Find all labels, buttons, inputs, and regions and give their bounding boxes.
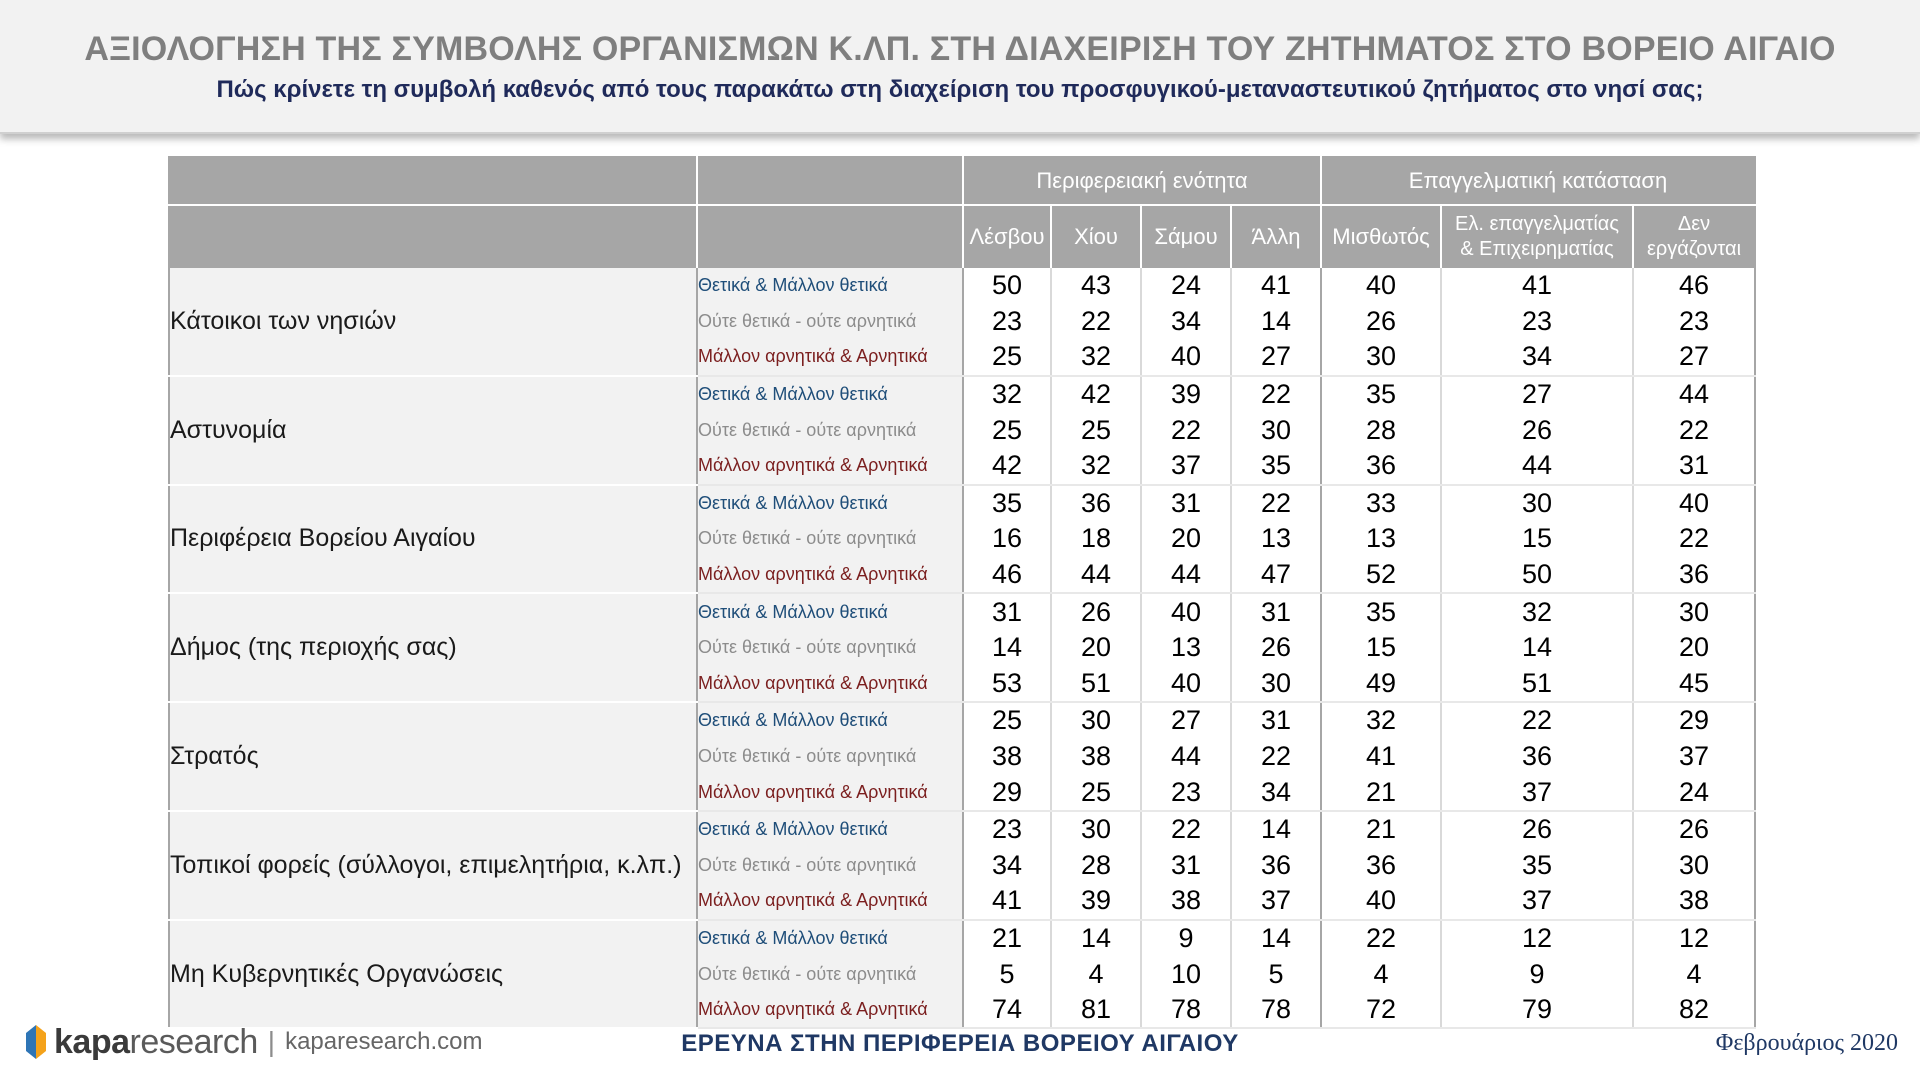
response-label: Μάλλον αρνητικά & Αρνητικά bbox=[697, 557, 963, 594]
value-cell: 28 bbox=[1051, 848, 1141, 884]
value-cell: 31 bbox=[1231, 702, 1321, 739]
column-header-line: & Επιχειρηματίας bbox=[1460, 238, 1614, 260]
value-cell: 37 bbox=[1231, 883, 1321, 920]
value-cell: 41 bbox=[1231, 268, 1321, 304]
table-row bbox=[169, 376, 1755, 413]
column-header bbox=[1441, 205, 1633, 268]
value-cell: 37 bbox=[1633, 739, 1755, 775]
value-cell: 32 bbox=[1321, 702, 1441, 739]
value-cell: 37 bbox=[1141, 448, 1231, 485]
entity-name: Μη Κυβερνητικές Οργανώσεις bbox=[169, 920, 697, 1029]
value-cell: 81 bbox=[1051, 992, 1141, 1029]
value-cell: 40 bbox=[1141, 593, 1231, 630]
value-cell: 25 bbox=[963, 339, 1051, 376]
table-row bbox=[169, 485, 1755, 522]
value-cell: 35 bbox=[963, 485, 1051, 522]
value-cell: 13 bbox=[1231, 521, 1321, 557]
column-header: Σάμου bbox=[1141, 205, 1231, 268]
response-label: Ούτε θετικά - ούτε αρνητικά bbox=[697, 630, 963, 666]
value-cell: 34 bbox=[1141, 304, 1231, 340]
header-blank-cell bbox=[697, 157, 963, 205]
value-cell: 41 bbox=[963, 883, 1051, 920]
value-cell: 20 bbox=[1633, 630, 1755, 666]
value-cell: 27 bbox=[1441, 376, 1633, 413]
value-cell: 14 bbox=[1231, 304, 1321, 340]
value-cell: 40 bbox=[1633, 485, 1755, 522]
value-cell: 4 bbox=[1051, 956, 1141, 992]
footer-date: Φεβρουάριος 2020 bbox=[1715, 1030, 1898, 1056]
page-subtitle: Πώς κρίνετε τη συμβολή καθενός από τους παρακάτω στη διαχείριση του προσφυγικού-μεταναστευτικού ζητήματος στο νησί σας; bbox=[216, 76, 1704, 103]
value-cell: 26 bbox=[1321, 304, 1441, 340]
value-cell: 40 bbox=[1321, 268, 1441, 304]
response-label: Ούτε θετικά - ούτε αρνητικά bbox=[697, 739, 963, 775]
value-cell: 20 bbox=[1141, 521, 1231, 557]
value-cell: 27 bbox=[1231, 339, 1321, 376]
value-cell: 35 bbox=[1441, 848, 1633, 884]
response-label: Θετικά & Μάλλον θετικά bbox=[697, 593, 963, 630]
response-label: Θετικά & Μάλλον θετικά bbox=[697, 811, 963, 848]
value-cell: 32 bbox=[1441, 593, 1633, 630]
value-cell: 36 bbox=[1321, 848, 1441, 884]
value-cell: 32 bbox=[963, 376, 1051, 413]
page-title: ΑΞΙΟΛΟΓΗΣΗ ΤΗΣ ΣΥΜΒΟΛΗΣ ΟΡΓΑΝΙΣΜΩΝ Κ.ΛΠ. ΣΤΗ ΔΙΑΧΕΙΡΙΣΗ ΤΟΥ ΖΗΤΗΜΑΤΟΣ ΣΤΟ ΒΟΡΕΙΟ ΑΙΓΑΙΟ bbox=[84, 30, 1836, 68]
value-cell: 51 bbox=[1051, 666, 1141, 703]
value-cell: 25 bbox=[963, 702, 1051, 739]
table-row bbox=[169, 593, 1755, 630]
value-cell: 82 bbox=[1633, 992, 1755, 1029]
value-cell: 30 bbox=[1231, 412, 1321, 448]
value-cell: 24 bbox=[1141, 268, 1231, 304]
group-header-row bbox=[169, 157, 1755, 205]
value-cell: 46 bbox=[1633, 268, 1755, 304]
response-label: Μάλλον αρνητικά & Αρνητικά bbox=[697, 666, 963, 703]
column-header: Άλλη bbox=[1231, 205, 1321, 268]
entity-name: Αστυνομία bbox=[169, 376, 697, 485]
value-cell: 23 bbox=[1141, 774, 1231, 811]
value-cell: 42 bbox=[963, 448, 1051, 485]
value-cell: 53 bbox=[963, 666, 1051, 703]
value-cell: 32 bbox=[1051, 339, 1141, 376]
value-cell: 26 bbox=[1231, 630, 1321, 666]
value-cell: 47 bbox=[1231, 557, 1321, 594]
value-cell: 26 bbox=[1441, 412, 1633, 448]
response-label: Θετικά & Μάλλον θετικά bbox=[697, 920, 963, 957]
value-cell: 50 bbox=[1441, 557, 1633, 594]
value-cell: 45 bbox=[1633, 666, 1755, 703]
value-cell: 30 bbox=[1051, 702, 1141, 739]
column-header-line: Δεν bbox=[1677, 213, 1711, 235]
value-cell: 22 bbox=[1441, 702, 1633, 739]
response-label: Θετικά & Μάλλον θετικά bbox=[697, 268, 963, 304]
value-cell: 27 bbox=[1141, 702, 1231, 739]
response-label: Μάλλον αρνητικά & Αρνητικά bbox=[697, 774, 963, 811]
value-cell: 39 bbox=[1051, 883, 1141, 920]
value-cell: 25 bbox=[1051, 774, 1141, 811]
value-cell: 40 bbox=[1141, 339, 1231, 376]
response-label: Μάλλον αρνητικά & Αρνητικά bbox=[697, 339, 963, 376]
value-cell: 26 bbox=[1441, 811, 1633, 848]
value-cell: 43 bbox=[1051, 268, 1141, 304]
group-header-region: Περιφερειακή ενότητα bbox=[963, 157, 1321, 205]
entity-name: Κάτοικοι των νησιών bbox=[169, 268, 697, 376]
value-cell: 36 bbox=[1051, 485, 1141, 522]
value-cell: 30 bbox=[1231, 666, 1321, 703]
entity-name: Περιφέρεια Βορείου Αιγαίου bbox=[169, 485, 697, 594]
value-cell: 40 bbox=[1321, 883, 1441, 920]
value-cell: 40 bbox=[1141, 666, 1231, 703]
table-row bbox=[169, 920, 1755, 957]
value-cell: 14 bbox=[1231, 920, 1321, 957]
value-cell: 39 bbox=[1141, 376, 1231, 413]
value-cell: 30 bbox=[1633, 848, 1755, 884]
value-cell: 15 bbox=[1441, 521, 1633, 557]
value-cell: 49 bbox=[1321, 666, 1441, 703]
value-cell: 50 bbox=[963, 268, 1051, 304]
value-cell: 13 bbox=[1321, 521, 1441, 557]
value-cell: 30 bbox=[1441, 485, 1633, 522]
header-band bbox=[0, 0, 1920, 134]
value-cell: 34 bbox=[1231, 774, 1321, 811]
value-cell: 18 bbox=[1051, 521, 1141, 557]
header-blank-cell bbox=[697, 205, 963, 268]
value-cell: 78 bbox=[1231, 992, 1321, 1029]
response-label: Μάλλον αρνητικά & Αρνητικά bbox=[697, 992, 963, 1029]
value-cell: 38 bbox=[1141, 883, 1231, 920]
response-label: Ούτε θετικά - ούτε αρνητικά bbox=[697, 956, 963, 992]
column-header-line: εργάζονται bbox=[1646, 238, 1742, 260]
value-cell: 30 bbox=[1633, 593, 1755, 630]
value-cell: 31 bbox=[963, 593, 1051, 630]
value-cell: 72 bbox=[1321, 992, 1441, 1029]
value-cell: 31 bbox=[1633, 448, 1755, 485]
response-label: Μάλλον αρνητικά & Αρνητικά bbox=[697, 883, 963, 920]
value-cell: 21 bbox=[963, 920, 1051, 957]
value-cell: 30 bbox=[1321, 339, 1441, 376]
value-cell: 41 bbox=[1321, 739, 1441, 775]
value-cell: 44 bbox=[1141, 739, 1231, 775]
value-cell: 22 bbox=[1051, 304, 1141, 340]
value-cell: 52 bbox=[1321, 557, 1441, 594]
group-header-occupation: Επαγγελματική κατάσταση bbox=[1321, 157, 1755, 205]
brand-separator: | bbox=[267, 1026, 276, 1057]
response-label: Ούτε θετικά - ούτε αρνητικά bbox=[697, 412, 963, 448]
results-table bbox=[168, 156, 1756, 1029]
column-header-line: Ελ. επαγγελματίας bbox=[1455, 213, 1620, 235]
column-header-row bbox=[169, 205, 1755, 268]
value-cell: 38 bbox=[963, 739, 1051, 775]
value-cell: 33 bbox=[1321, 485, 1441, 522]
value-cell: 23 bbox=[963, 304, 1051, 340]
entity-name: Στρατός bbox=[169, 702, 697, 811]
value-cell: 23 bbox=[1441, 304, 1633, 340]
value-cell: 26 bbox=[1051, 593, 1141, 630]
response-label: Θετικά & Μάλλον θετικά bbox=[697, 376, 963, 413]
value-cell: 51 bbox=[1441, 666, 1633, 703]
value-cell: 22 bbox=[1231, 739, 1321, 775]
value-cell: 10 bbox=[1141, 956, 1231, 992]
entity-name: Δήμος (της περιοχής σας) bbox=[169, 593, 697, 702]
value-cell: 44 bbox=[1441, 448, 1633, 485]
value-cell: 46 bbox=[963, 557, 1051, 594]
value-cell: 12 bbox=[1441, 920, 1633, 957]
value-cell: 37 bbox=[1441, 883, 1633, 920]
value-cell: 31 bbox=[1141, 848, 1231, 884]
value-cell: 22 bbox=[1633, 412, 1755, 448]
column-header: Μισθωτός bbox=[1321, 205, 1441, 268]
value-cell: 35 bbox=[1321, 376, 1441, 413]
table-row bbox=[169, 702, 1755, 739]
value-cell: 21 bbox=[1321, 811, 1441, 848]
value-cell: 30 bbox=[1051, 811, 1141, 848]
table-body bbox=[169, 268, 1755, 1028]
header-blank-cell bbox=[169, 157, 697, 205]
value-cell: 35 bbox=[1231, 448, 1321, 485]
value-cell: 79 bbox=[1441, 992, 1633, 1029]
value-cell: 12 bbox=[1633, 920, 1755, 957]
value-cell: 22 bbox=[1633, 521, 1755, 557]
value-cell: 9 bbox=[1141, 920, 1231, 957]
header-blank-cell bbox=[169, 205, 697, 268]
value-cell: 5 bbox=[963, 956, 1051, 992]
value-cell: 38 bbox=[1051, 739, 1141, 775]
value-cell: 34 bbox=[1441, 339, 1633, 376]
value-cell: 29 bbox=[1633, 702, 1755, 739]
value-cell: 31 bbox=[1141, 485, 1231, 522]
value-cell: 14 bbox=[1051, 920, 1141, 957]
value-cell: 78 bbox=[1141, 992, 1231, 1029]
response-label: Θετικά & Μάλλον θετικά bbox=[697, 702, 963, 739]
column-header bbox=[1633, 205, 1755, 268]
brand-name-rest: research bbox=[129, 1022, 258, 1061]
value-cell: 13 bbox=[1141, 630, 1231, 666]
value-cell: 5 bbox=[1231, 956, 1321, 992]
value-cell: 21 bbox=[1321, 774, 1441, 811]
brand-name-bold: kapa bbox=[54, 1022, 130, 1061]
response-label: Ούτε θετικά - ούτε αρνητικά bbox=[697, 304, 963, 340]
value-cell: 23 bbox=[1633, 304, 1755, 340]
value-cell: 15 bbox=[1321, 630, 1441, 666]
value-cell: 26 bbox=[1633, 811, 1755, 848]
value-cell: 14 bbox=[1231, 811, 1321, 848]
value-cell: 16 bbox=[963, 521, 1051, 557]
value-cell: 25 bbox=[1051, 412, 1141, 448]
column-header: Λέσβου bbox=[963, 205, 1051, 268]
value-cell: 22 bbox=[1231, 485, 1321, 522]
column-header: Χίου bbox=[1051, 205, 1141, 268]
value-cell: 29 bbox=[963, 774, 1051, 811]
value-cell: 27 bbox=[1633, 339, 1755, 376]
value-cell: 22 bbox=[1141, 811, 1231, 848]
value-cell: 9 bbox=[1441, 956, 1633, 992]
value-cell: 38 bbox=[1633, 883, 1755, 920]
value-cell: 22 bbox=[1231, 376, 1321, 413]
footer-survey-title: ΕΡΕΥΝΑ ΣΤΗΝ ΠΕΡΙΦΕΡΕΙΑ ΒΟΡΕΙΟΥ ΑΙΓΑΙΟΥ bbox=[681, 1030, 1239, 1057]
value-cell: 24 bbox=[1633, 774, 1755, 811]
value-cell: 44 bbox=[1051, 557, 1141, 594]
value-cell: 42 bbox=[1051, 376, 1141, 413]
value-cell: 41 bbox=[1441, 268, 1633, 304]
value-cell: 4 bbox=[1321, 956, 1441, 992]
value-cell: 23 bbox=[963, 811, 1051, 848]
value-cell: 22 bbox=[1141, 412, 1231, 448]
website-link[interactable]: kaparesearch.com bbox=[285, 1028, 483, 1055]
value-cell: 20 bbox=[1051, 630, 1141, 666]
entity-name: Τοπικοί φορείς (σύλλογοι, επιμελητήρια, κ.λπ.) bbox=[169, 811, 697, 920]
value-cell: 4 bbox=[1633, 956, 1755, 992]
value-cell: 22 bbox=[1321, 920, 1441, 957]
value-cell: 36 bbox=[1231, 848, 1321, 884]
value-cell: 36 bbox=[1633, 557, 1755, 594]
value-cell: 34 bbox=[963, 848, 1051, 884]
value-cell: 28 bbox=[1321, 412, 1441, 448]
response-label: Ούτε θετικά - ούτε αρνητικά bbox=[697, 521, 963, 557]
value-cell: 14 bbox=[1441, 630, 1633, 666]
table-row bbox=[169, 811, 1755, 848]
value-cell: 44 bbox=[1633, 376, 1755, 413]
response-label: Μάλλον αρνητικά & Αρνητικά bbox=[697, 448, 963, 485]
value-cell: 37 bbox=[1441, 774, 1633, 811]
value-cell: 14 bbox=[963, 630, 1051, 666]
value-cell: 44 bbox=[1141, 557, 1231, 594]
value-cell: 25 bbox=[963, 412, 1051, 448]
value-cell: 32 bbox=[1051, 448, 1141, 485]
value-cell: 74 bbox=[963, 992, 1051, 1029]
value-cell: 35 bbox=[1321, 593, 1441, 630]
response-label: Ούτε θετικά - ούτε αρνητικά bbox=[697, 848, 963, 884]
value-cell: 31 bbox=[1231, 593, 1321, 630]
value-cell: 36 bbox=[1321, 448, 1441, 485]
response-label: Θετικά & Μάλλον θετικά bbox=[697, 485, 963, 522]
value-cell: 36 bbox=[1441, 739, 1633, 775]
table-row bbox=[169, 268, 1755, 304]
